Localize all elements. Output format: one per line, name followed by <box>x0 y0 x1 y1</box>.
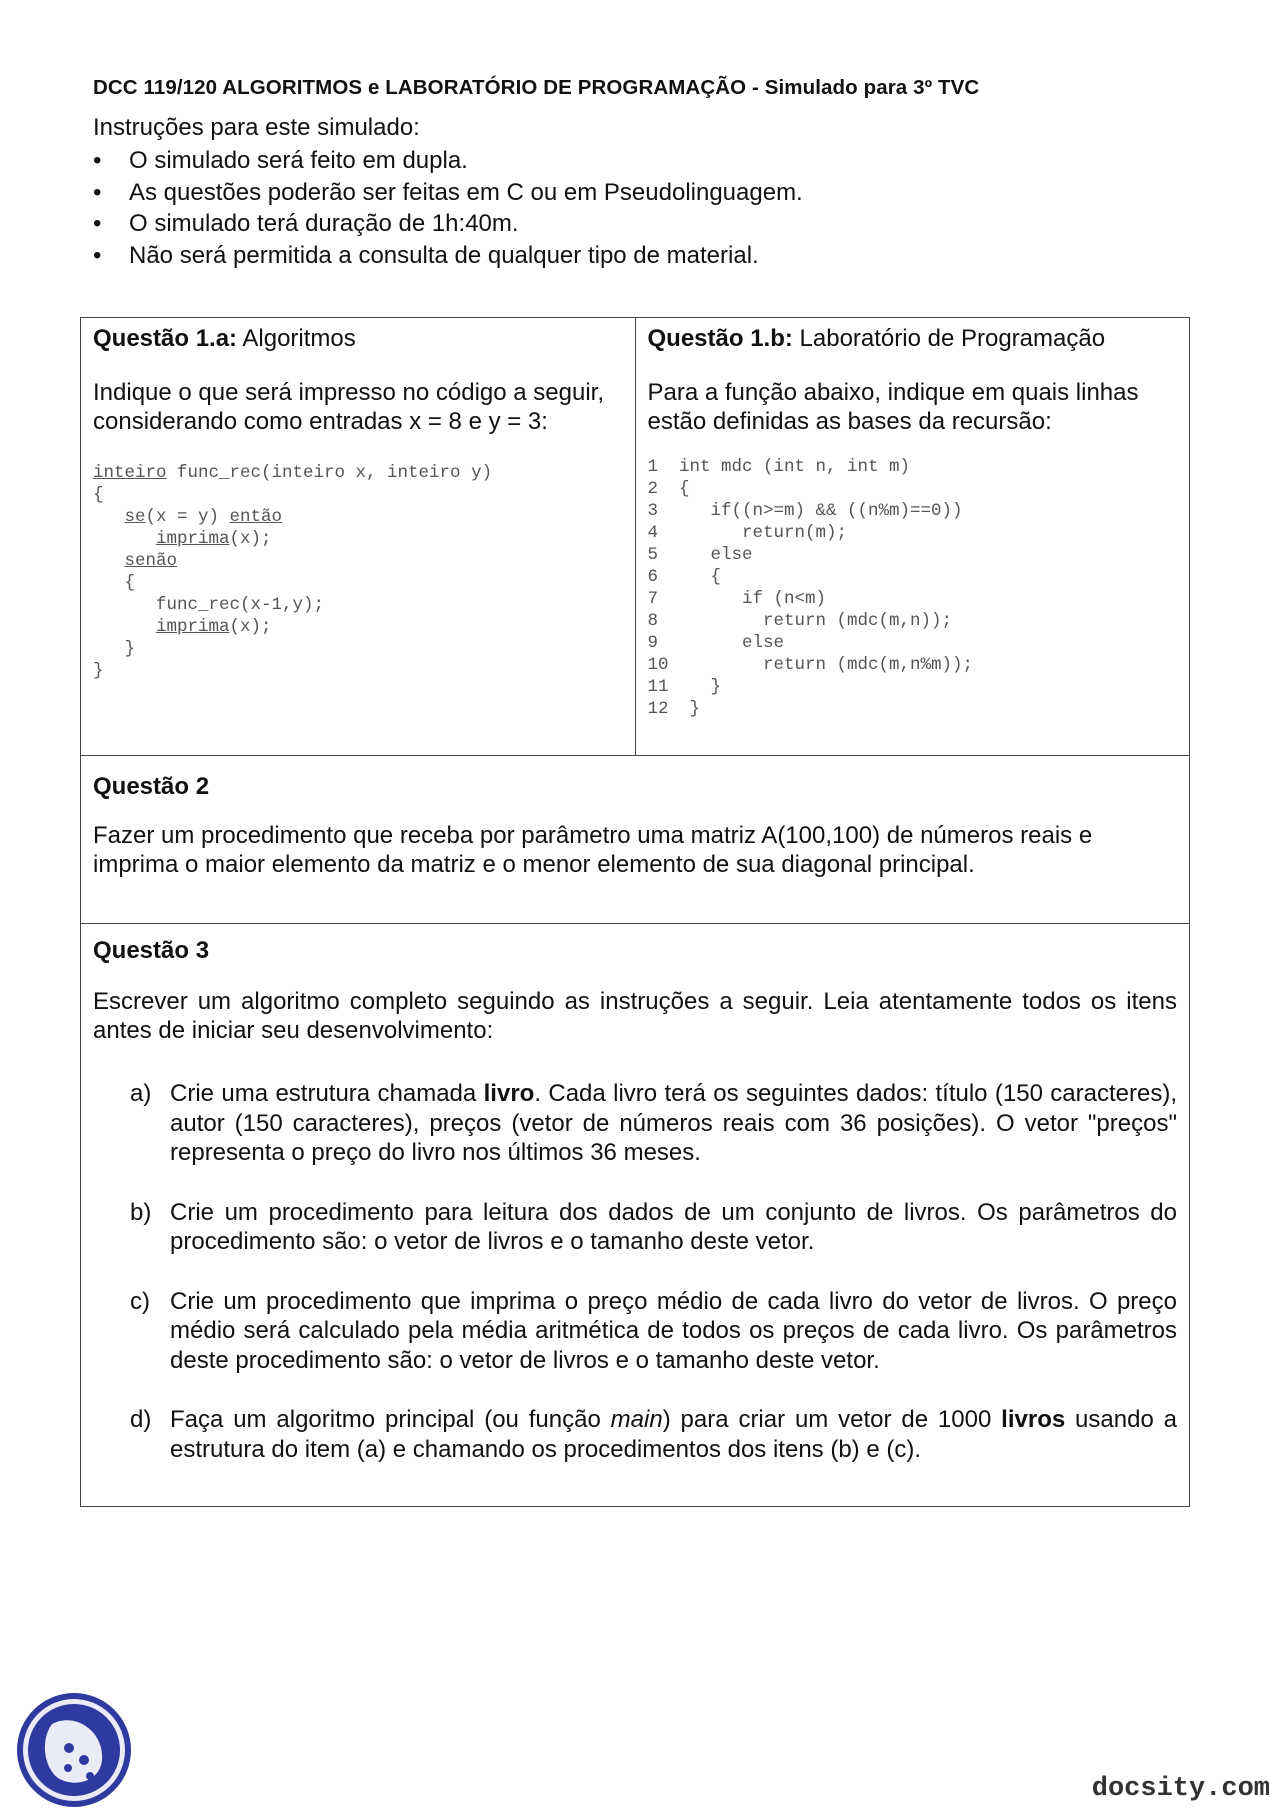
question-3-cell <box>81 924 1190 1507</box>
question-1a-code: inteiro func_rec(inteiro x, inteiro y) { se(x = y) então imprima(x); senão { func_rec(x-1,y); imprima(x); } } <box>93 463 493 681</box>
docsity-logo-icon <box>14 1690 134 1810</box>
code-line: 9 else <box>647 633 785 653</box>
questions-table <box>80 317 1190 1507</box>
question-1b-prompt: Para a função abaixo, indique em quais linhas estão definidas as bases da recursão: <box>647 379 1139 435</box>
instruction-item: • O simulado será feito em dupla. <box>93 145 803 177</box>
question-1a-heading <box>93 318 623 353</box>
code-line: 1 int mdc (int n, int m) <box>647 457 911 477</box>
question-1b-label: Questão 1.b: <box>647 325 793 352</box>
question-1b-heading <box>648 318 1178 353</box>
code-line: 6 { <box>647 567 722 587</box>
question-1b-code <box>648 456 1178 720</box>
code-line: 3 if((n>=m) && ((n%m)==0)) <box>647 501 963 521</box>
instruction-item: • O simulado terá duração de 1h:40m. <box>93 208 803 240</box>
question-2-heading: Questão 2 <box>93 773 210 800</box>
instructions-heading: Instruções para este simulado: <box>93 114 420 141</box>
question-3-items <box>93 1079 1177 1464</box>
docsity-watermark[interactable]: docsity.com <box>1091 1774 1270 1804</box>
question-1b-cell <box>635 318 1190 756</box>
code-line: 10 return (mdc(m,n%m)); <box>647 655 974 675</box>
page-title: DCC 119/120 ALGORITMOS e LABORATÓRIO DE PROGRAMAÇÃO - Simulado para 3º TVC <box>93 76 980 99</box>
code-line: 4 return(m); <box>647 523 848 543</box>
list-item: d) Faça um algoritmo principal (ou função main) para criar um vetor de 1000 livros usando a estrutura do item (a) e chamando os procedimentos dos itens (b) e (c). <box>130 1406 1177 1463</box>
code-line: 2 { <box>647 479 690 499</box>
instruction-item: • As questões poderão ser feitas em C ou em Pseudolinguagem. <box>93 177 803 209</box>
code-line: 12 } <box>647 699 701 719</box>
question-1a-prompt: Indique o que será impresso no código a seguir, considerando como entradas x = 8 e y = 3: <box>93 379 604 435</box>
question-1a-cell <box>81 318 636 756</box>
instruction-item: • Não será permitida a consulta de qualquer tipo de material. <box>93 240 803 272</box>
instructions-list <box>93 145 803 271</box>
question-1a-subject: Algoritmos <box>242 325 356 352</box>
question-2-text: Fazer um procedimento que receba por parâmetro uma matriz A(100,100) de números reais e imprima o maior elemento da matriz e o menor elemento de sua diagonal principal. <box>93 822 1093 878</box>
code-line: 5 else <box>647 545 753 565</box>
question-1b-subject: Laboratório de Programação <box>799 325 1106 352</box>
list-item: a) Crie uma estrutura chamada livro. Cada livro terá os seguintes dados: título (150 caracteres), autor (150 caracteres), preços (vetor de números reais com 36 posições). O vetor "preços" representa o preço do livro nos últimos 36 meses. <box>130 1080 1178 1166</box>
question-3-intro: Escrever um algoritmo completo seguindo as instruções a seguir. Leia atentamente todos os itens antes de iniciar seu desenvolvimento: <box>93 988 1177 1044</box>
list-item: c) Crie um procedimento que imprima o preço médio de cada livro do vetor de livros. O preço médio será calculado pela média aritmética de todos os preços de cada livro. Os parâmetros deste procedimento são: o vetor de livros e o tamanho deste vetor. <box>130 1287 1177 1374</box>
code-line: 7 if (n<m) <box>647 589 827 609</box>
question-3-heading: Questão 3 <box>93 937 210 964</box>
list-item: b) Crie um procedimento para leitura dos dados de um conjunto de livros. Os parâmetros do procedimento são: o vetor de livros e o tamanho deste vetor. <box>130 1198 1177 1255</box>
code-line: 8 return (mdc(m,n)); <box>647 611 953 631</box>
code-line: 11 } <box>647 677 722 697</box>
question-2-cell <box>81 756 1190 924</box>
question-1a-label: Questão 1.a: <box>93 325 238 352</box>
